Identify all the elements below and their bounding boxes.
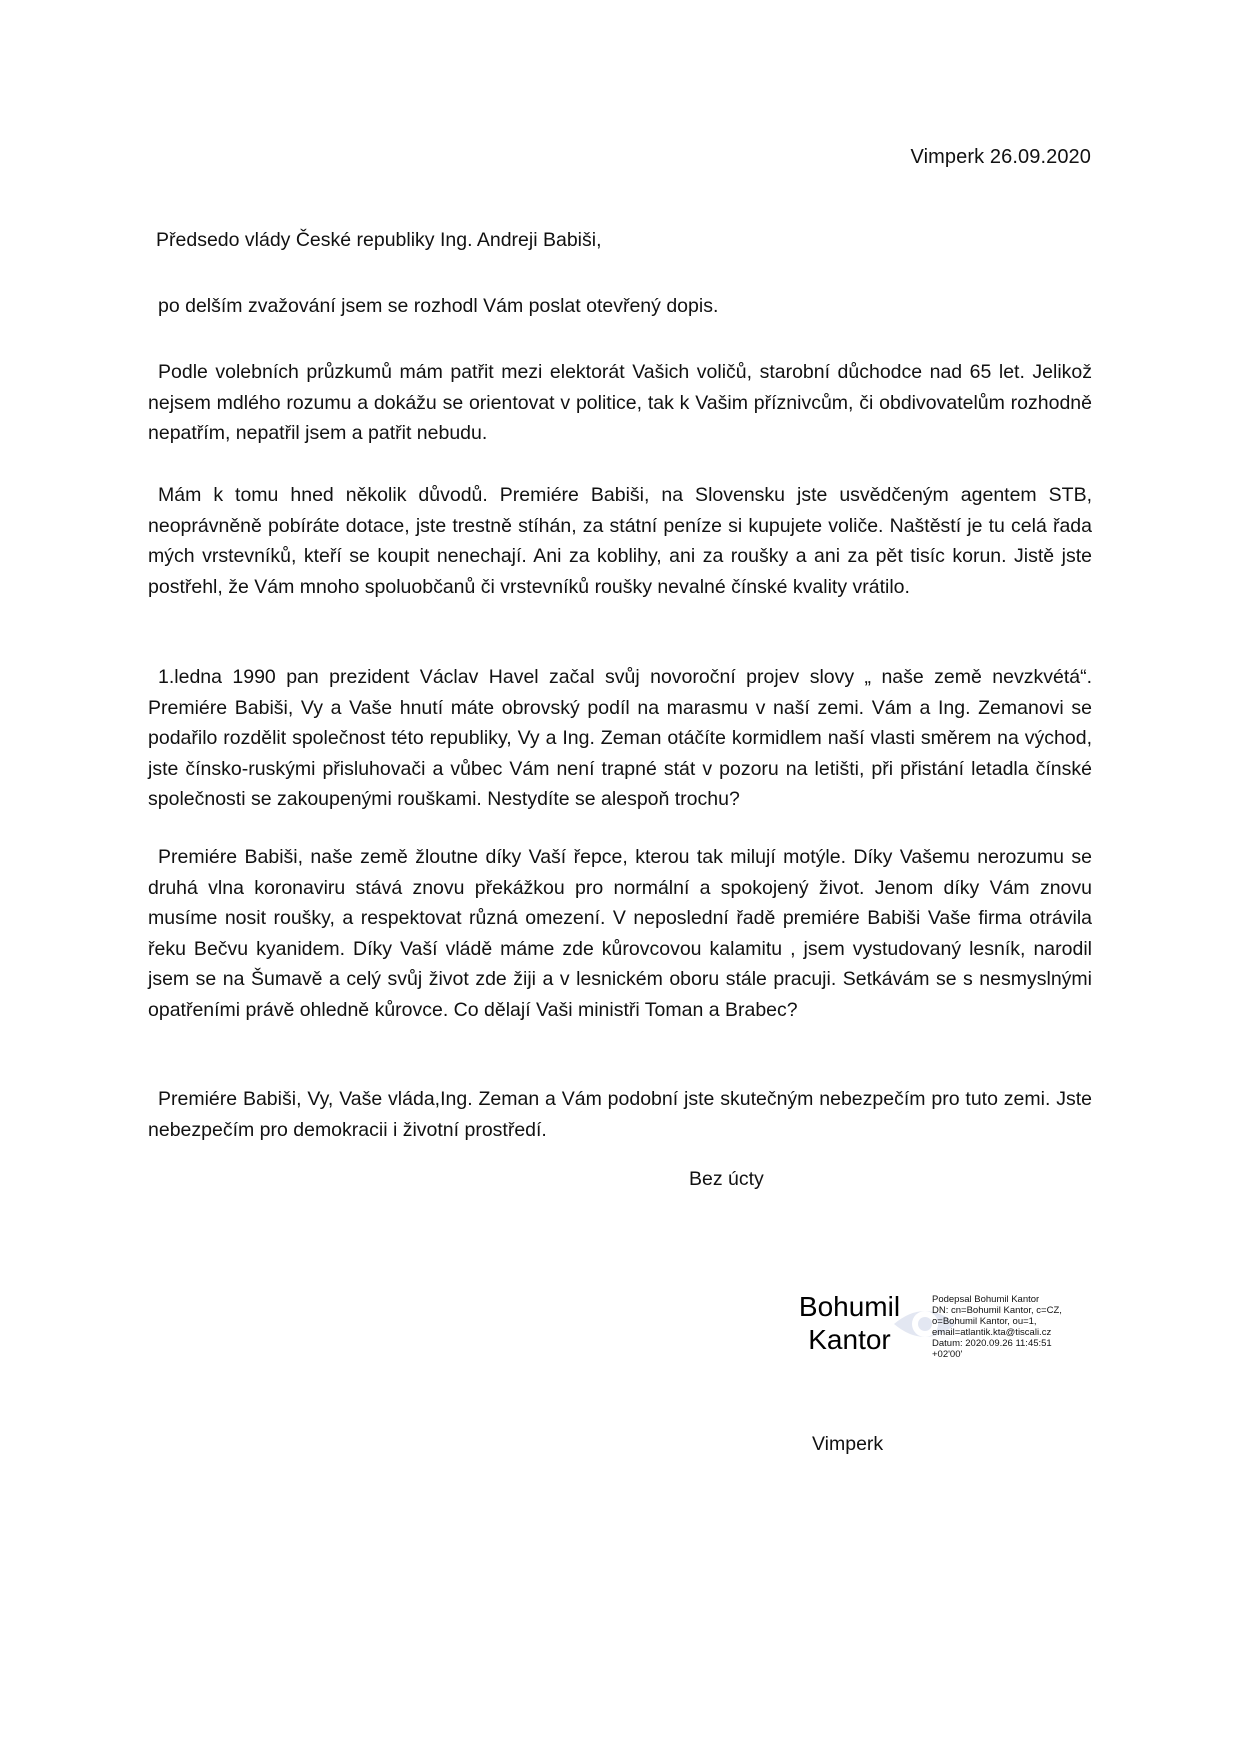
closing: Bez úcty <box>689 1168 764 1190</box>
signature-last-name: Kantor <box>808 1324 891 1355</box>
signature-first-name: Bohumil <box>798 1291 901 1322</box>
paragraph-conclusion: Premiére Babiši, Vy, Vaše vláda,Ing. Zeman a Vám podobní jste skutečným nebezpečím pro tuto zemi. Jste nebezpečím pro demokracii i životní prostředí. <box>148 1088 1092 1141</box>
signature-name <box>792 1290 907 1356</box>
signature-detail-line: o=Bohumil Kantor, ou=1, <box>932 1316 1037 1327</box>
paragraph-environment: Premiére Babiši, naše země žloutne díky Vaší řepce, kterou tak milují motýle. Díky Vašemu nerozumu se druhá vlna koronaviru stává znovu překážkou pro normální a spokojený život. Jenom díky Vám znovu musíme nosit roušky, a respektovat různá omezení. V neposlední řadě premiére Babiši Vaše firma otrávila řeku Bečvu kyanidem. Díky Vaší vládě máme zde kůrovcovou kalamitu , jsem vystudovaný lesník, narodil jsem se na Šumavě a celý svůj život zde žiji a v lesnickém oboru stále pracuji. Setkávám se s nesmyslnými opatřeními právě ohledně kůrovce. Co dělají Vaši ministři Toman a Brabec? <box>148 846 1092 1021</box>
signature-detail-line: Podepsal Bohumil Kantor <box>932 1294 1040 1305</box>
signature-detail-line: email=atlantik.kta@tiscali.cz <box>932 1327 1052 1338</box>
signature-detail-line: DN: cn=Bohumil Kantor, c=CZ, <box>932 1305 1062 1316</box>
signature-detail-line: +02'00' <box>932 1349 963 1360</box>
paragraph-reasons: Mám k tomu hned několik důvodů. Premiére Babiši, na Slovensku jste usvědčeným agentem STB, neoprávněně pobíráte dotace, jste trestně stíhán, za státní peníze si kupujete voliče. Naštěstí je tu celá řada mých vrstevníků, kteří se koupit nenechají. Ani za koblihy, ani za roušky a ani za pět tisíc korun. Jistě jste postřehl, že Vám mnoho spoluobčanů či vrstevníků roušky nevalné čínské kvality vrátilo. <box>148 484 1092 598</box>
place-line: Vimperk <box>812 1433 884 1455</box>
paragraph-voters: Podle volebních průzkumů mám patřit mezi elektorát Vašich voličů, starobní důchodce nad 65 let. Jelikož nejsem mdlého rozumu a dokážu se orientovat v politice, tak k Vašim příznivcům, či obdivovatelům rozhodně nepatřím, nepatřil jsem a patřit nebudu. <box>148 361 1092 444</box>
date-line: Vimperk 26.09.2020 <box>910 146 1091 168</box>
salutation: Předsedo vlády České republiky Ing. Andreji Babiši, <box>156 229 602 251</box>
digital-signature[interactable] <box>790 1290 1090 1370</box>
paragraph-havel: 1.ledna 1990 pan prezident Václav Havel začal svůj novoroční projev slovy „ naše země nevzkvétá“. Premiére Babiši, Vy a Vaše hnutí máte obrovský podíl na marasmu v naší zemi. Vám a Ing. Zemanovi se podařilo rozdělit společnost této republiky, Vy a Ing. Zeman otáčíte kormidlem naší vlasti směrem na východ, jste čínsko-ruskými přisluhovači a vůbec Vám není trapné stát v pozoru na letišti, při přistání letadla čínské společnosti se zakoupenými rouškami. Nestydíte se alespoň trochu? <box>148 666 1092 810</box>
signature-details <box>932 1294 1062 1360</box>
signature-detail-line: Datum: 2020.09.26 11:45:51 <box>932 1338 1052 1349</box>
paragraph-intro: po delším zvažování jsem se rozhodl Vám poslat otevřený dopis. <box>158 295 719 317</box>
